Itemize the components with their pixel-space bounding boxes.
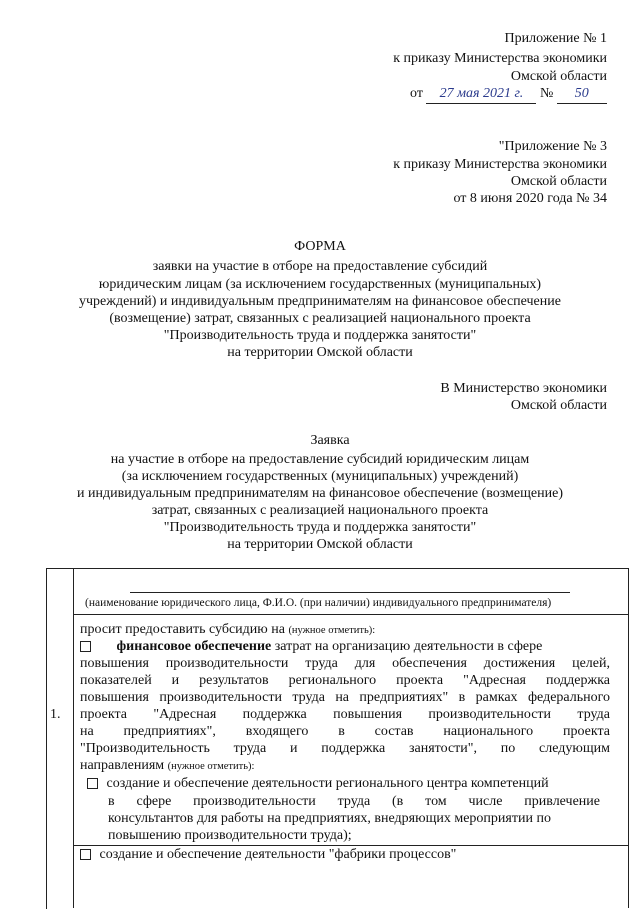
option-financial-line (80, 638, 610, 656)
handwritten-date: 27 мая 2021 г. (439, 86, 524, 101)
directions-line (80, 757, 254, 776)
appendix3-line1: "Приложение № 3 (498, 139, 607, 154)
addressee-line2: Омской области (510, 398, 607, 413)
application-line: на территории Омской области (227, 537, 413, 552)
option-line: повышения производительности труда для обеспечения достижения целей, (80, 656, 610, 671)
number-label: № (539, 86, 554, 101)
form-title-line: заявки на участие в отборе на предоставление субсидий (152, 259, 488, 274)
appendix1-line3: Омской области (510, 69, 607, 84)
application-line: затрат, связанных с реализацией национального проекта (151, 503, 489, 518)
form-title-line: (возмещение) затрат, связанных с реализацией национального проекта (109, 311, 531, 326)
table-right-border (628, 568, 629, 908)
application-heading: Заявка (310, 433, 350, 448)
sub1-line: консультантов для работы на предприятиях, внедряющих мероприятии по (108, 811, 551, 826)
appendix3-line2: к приказу Министерства экономики (393, 157, 607, 172)
form-title-line: юридическим лицам (за исключением государственных (муниципальных) (98, 277, 542, 292)
option-text: затрат на организацию деятельности в сфере (271, 639, 543, 654)
sub-option-1 (87, 775, 549, 793)
application-line: "Производительность труда и поддержка занятости" (163, 520, 477, 535)
sub1-line: создание и обеспечение деятельности регионального центра компетенций (106, 776, 549, 791)
appendix1-date-line (410, 85, 607, 104)
name-caption: (наименование юридического лица, Ф.И.О. (при наличии) индивидуального предпринимателя) (85, 597, 552, 609)
from-prefix: от (410, 86, 423, 101)
sub-option-2 (80, 846, 456, 864)
handwritten-number: 50 (574, 86, 589, 101)
checkbox-financial[interactable] (80, 641, 91, 652)
appendix1-line1: Приложение № 1 (504, 31, 607, 46)
directions-label: направлениям (80, 758, 165, 773)
form-title-line: учреждений) и индивидуальным предпринимателям на финансовое обеспечение (79, 294, 561, 309)
addressee-line1: В Министерство экономики (440, 381, 607, 396)
checkbox-sub1[interactable] (87, 778, 98, 789)
checkbox-sub2[interactable] (80, 849, 91, 860)
application-line: и индивидуальным предпринимателям на финансовое обеспечение (возмещение) (77, 486, 563, 501)
name-underline[interactable] (130, 592, 570, 593)
application-line: (за исключением государственных (муниципальных) учреждений) (121, 469, 519, 484)
sub1-line: повышению производительности труда); (108, 828, 352, 843)
appendix3-line3: Омской области (510, 174, 607, 189)
request-note: (нужное отметить): (288, 625, 376, 636)
row-number: 1. (50, 707, 61, 722)
form-title-line: "Производительность труда и поддержка занятости" (163, 328, 477, 343)
application-line: на участие в отборе на предоставление субсидий юридическим лицам (110, 452, 530, 467)
row-divider (74, 614, 628, 615)
request-text: просит предоставить субсидию на (80, 622, 285, 637)
form-title-line: на территории Омской области (227, 345, 413, 360)
option-line: "Производительность труда и поддержка занятости", по следующим (80, 741, 610, 756)
directions-note: (нужное отметить): (167, 761, 255, 772)
option-line: на предприятиях", входящего в состав национального проекта (80, 724, 610, 739)
appendix1-line2: к приказу Министерства экономики (393, 51, 607, 66)
option-bold: финансовое обеспечение (116, 639, 272, 654)
table-column-divider (73, 568, 74, 908)
sub2-text: создание и обеспечение деятельности "фабрики процессов" (99, 847, 457, 862)
sub1-line: в сфере производительности труда (в том числе привлечение (108, 794, 600, 809)
option-line: повышения производительности труда на предприятиях" в рамках федерального (80, 690, 610, 705)
option-line: проекта "Адресная поддержка повышения производительности труда (80, 707, 610, 722)
appendix3-line4: от 8 июня 2020 года № 34 (453, 191, 607, 206)
option-line: показателей и результатов регионального проекта "Адресная поддержка (80, 673, 610, 688)
form-heading: ФОРМА (294, 239, 346, 254)
